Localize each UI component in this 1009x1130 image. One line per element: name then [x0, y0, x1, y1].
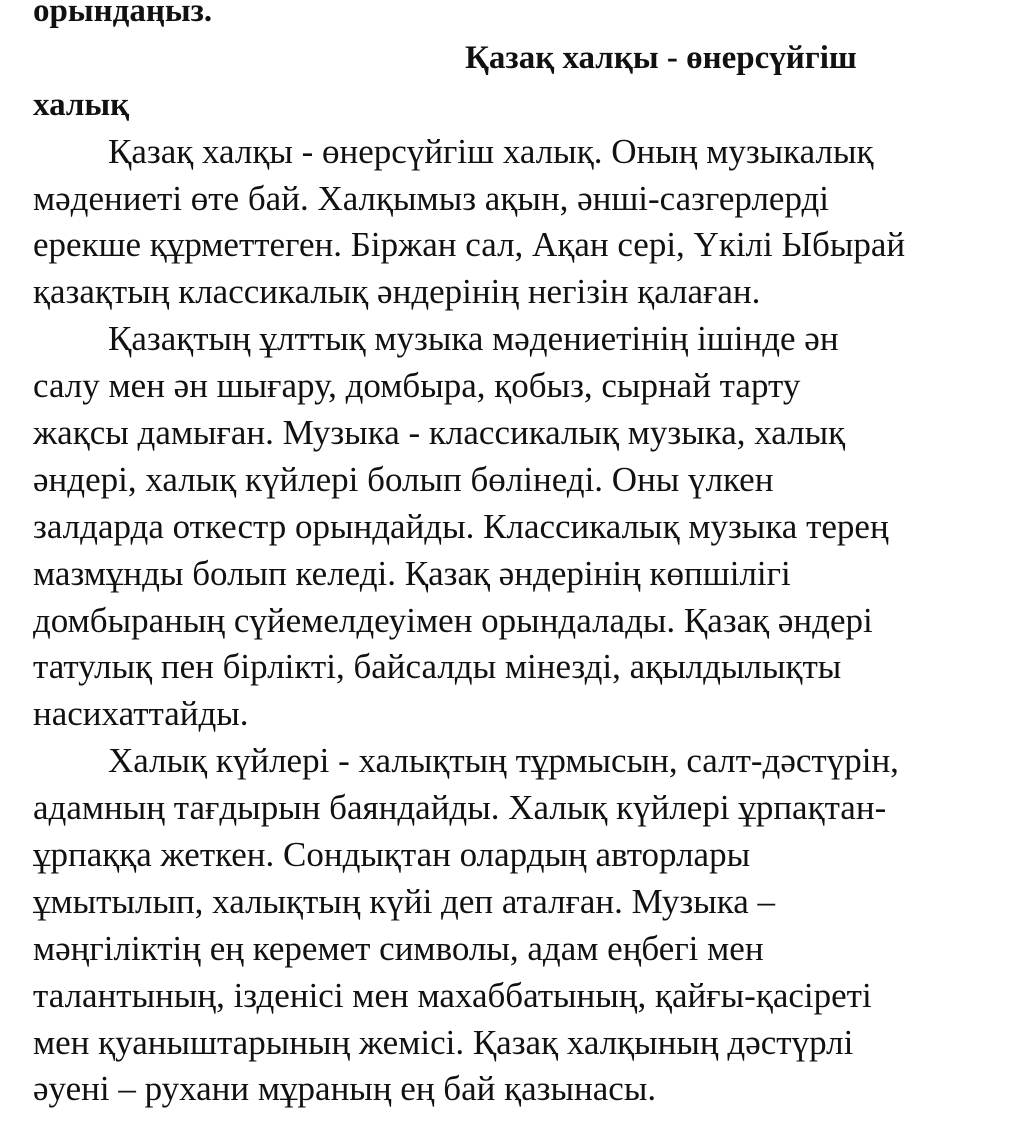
paragraph-line: адамның тағдырын баяндайды. Халық күйлері ұрпақтан- — [33, 788, 887, 828]
paragraph-line: жақсы дамыған. Музыка - классикалық музыка, халық — [33, 413, 846, 453]
paragraph-line: ұрпаққа жеткен. Сондықтан олардың авторлары — [33, 835, 751, 875]
paragraph-line: Қазақ халқы - өнерсүйгіш халық. Оның музыкалық — [108, 131, 874, 171]
body-text — [33, 129, 993, 1114]
paragraph-line: мен қуаныштарының жемісі. Қазақ халқының дәстүрлі — [33, 1022, 854, 1062]
paragraph-line: Халық күйлері - халықтың тұрмысын, салт-дәстүрін, — [108, 741, 899, 781]
paragraph-line: салу мен ән шығару, домбыра, қобыз, сырнай тарту — [33, 366, 801, 406]
paragraph-line: мәдениеті өте бай. Халқымыз ақын, әнші-сазгерлерді — [33, 178, 830, 218]
paragraph — [33, 316, 993, 738]
paragraph — [33, 129, 993, 317]
paragraph-line: насихаттайды. — [33, 694, 249, 734]
paragraph-line: залдарда откестр орындайды. Классикалық музыка терең — [33, 506, 889, 546]
document-page — [33, 0, 993, 1113]
title-line-1: Қазақ халқы - өнерсүйгіш — [465, 39, 857, 76]
paragraph-line: ұмытылып, халықтың күйі деп аталған. Музыка – — [33, 881, 776, 921]
instruction-tail: орындаңыз. — [33, 0, 213, 29]
paragraph-line: әуені – рухани мұраның ең бай қазынасы. — [33, 1069, 657, 1109]
paragraph-line: қазақтың классикалық әндерінің негізін қалаған. — [33, 272, 761, 312]
paragraph-line: әндері, халық күйлері болып бөлінеді. Оны үлкен — [33, 459, 774, 499]
paragraph-line: мазмұнды болып келеді. Қазақ әндерінің көпшілігі — [33, 553, 791, 593]
title-line-2: халық — [33, 86, 130, 123]
paragraph-line: ерекше құрметтеген. Біржан сал, Ақан сері, Үкілі Ыбырай — [33, 225, 906, 265]
paragraph-line: мәңгіліктің ең керемет символы, адам еңбегі мен — [33, 928, 764, 968]
paragraph-line: Қазақтың ұлттық музыка мәдениетінің ішінде ән — [108, 319, 839, 359]
paragraph — [33, 738, 993, 1113]
paragraph-line: талантының, ізденісі мен махаббатының, қайғы-қасіреті — [33, 975, 872, 1015]
paragraph-line: татулық пен бірлікті, байсалды мінезді, ақылдылықты — [33, 647, 842, 687]
paragraph-line: домбыраның сүйемелдеуімен орындалады. Қазақ әндері — [33, 600, 873, 640]
